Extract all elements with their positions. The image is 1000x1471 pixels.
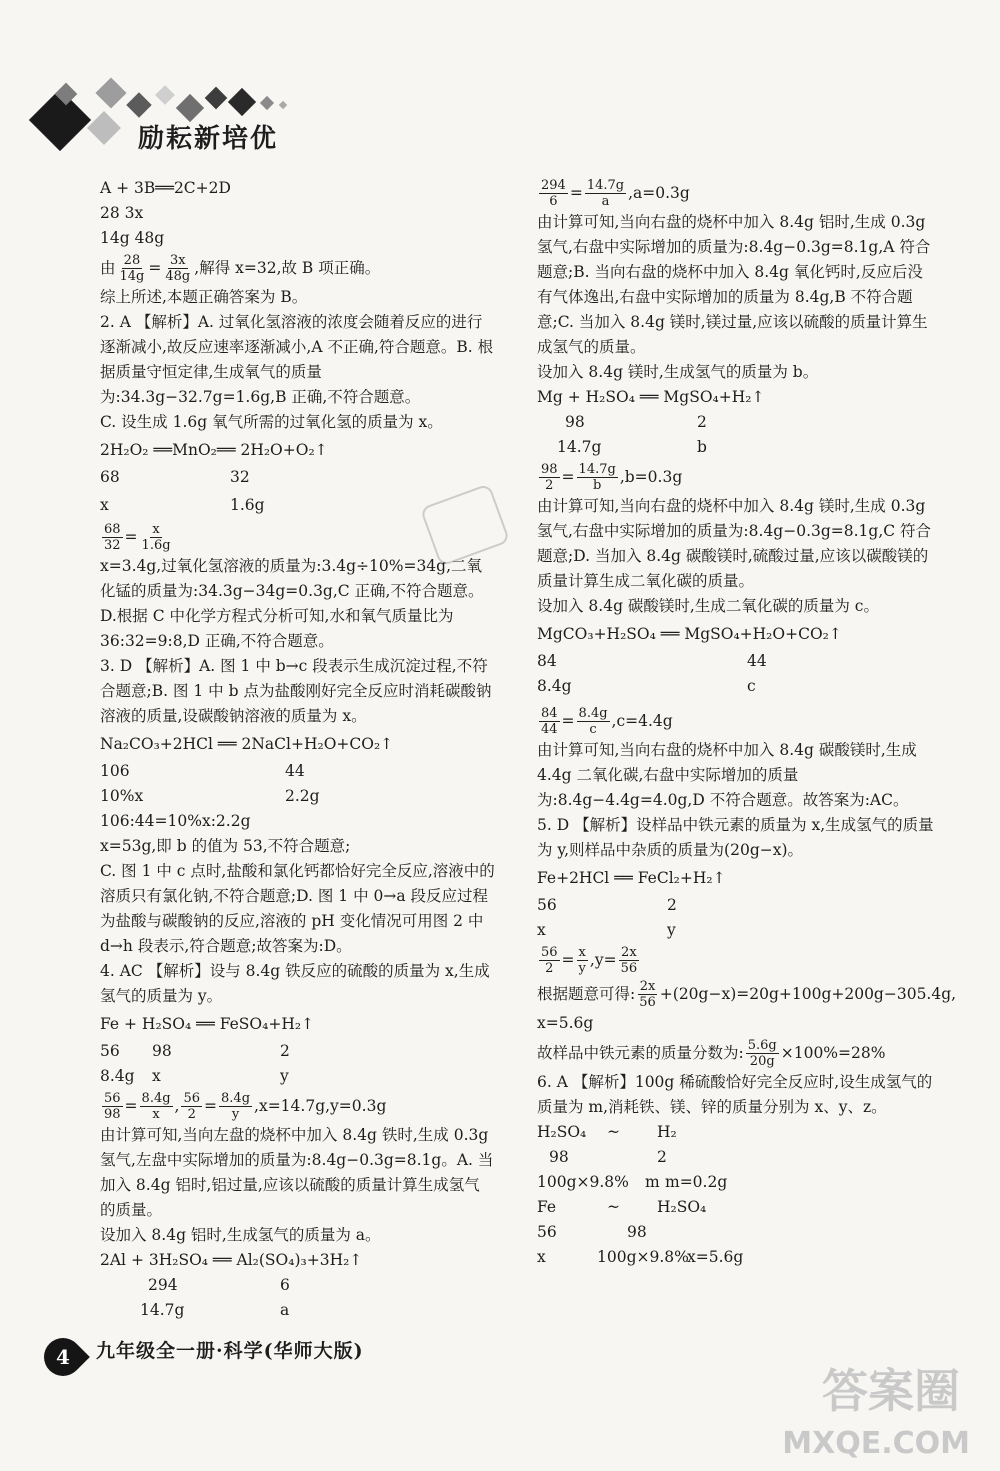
ratio-row: 14.7g b [557, 438, 707, 456]
ratio-row: 56 98 2 [100, 1042, 290, 1060]
fraction: $\frac{5.6g}{20g}$ [747, 1037, 777, 1069]
text-line: 设加入 8.4g 铝时,生成氢气的质量为 a。 [100, 1226, 381, 1244]
fraction-line: $\frac{84}{44}$ = $\frac{8.4g}{c}$ ,c=4.4g [541, 705, 673, 737]
ratio-row: 84 44 [537, 652, 767, 670]
fraction: $\frac{98}{2}$ [541, 461, 558, 493]
right-column [537, 176, 957, 1270]
question-5: 5. D 【解析】设样品中铁元素的质量为 x,生成氢气的质量为 y,则样品中杂质的质量为(20g−x)。 [537, 816, 934, 859]
ratio-row: 98 2 [565, 413, 707, 431]
fraction: $\frac{2x}{56}$ [620, 944, 638, 976]
ratio-row: 106 44 [100, 762, 305, 780]
ratio-row: 14.7g a [140, 1301, 290, 1319]
text-line: 设加入 8.4g 镁时,生成氢气的质量为 b。 [537, 363, 819, 381]
fraction-line: $\frac{68}{32}$ = $\frac{x}{1.6g}$ [104, 521, 171, 553]
ratio-row: 10%x 2.2g [100, 787, 320, 805]
ratio-row: H₂SO₄ ~ H₂ [537, 1123, 677, 1141]
text-block: 由计算可知,当向右盘的烧杯中加入 8.4g 铝时,生成 0.3g 氢气,右盘中实际增加的质量为:8.4g−0.3g=8.1g,A 符合题意;B. 当向右盘的烧杯中加入 8.4g 氧化钙时,反应后没有气体逸出,右盘中实际增加的质量为 8.4g,B 不符合题意;C. 当加入 8.4g 镁时,镁过量,应该以硫酸的质量计算生成氢气的质量。 [537, 213, 931, 356]
conclusion-text: 综上所述,本题正确答案为 B。 [100, 288, 308, 306]
fraction: $\frac{3x}{48g}$ [165, 252, 191, 284]
footer-title: 九年级全一册·科学(华师大版) [96, 1340, 364, 1362]
ratio-row: 56 98 [537, 1223, 647, 1241]
ratio-row: 28 3x [100, 204, 144, 222]
text-block: 由计算可知,当向右盘的烧杯中加入 8.4g 碳酸镁时,生成 4.4g 二氧化碳,右盘中实际增加的质量为:8.4g−4.4g=4.0g,D 不符合题意。故答案为:AC。 [537, 741, 917, 809]
equation: Fe+2HCl ══ FeCl₂+H₂↑ [537, 869, 726, 887]
ratio-row: Fe ~ H₂SO₄ [537, 1198, 707, 1216]
fraction: $\frac{294}{6}$ [541, 177, 566, 209]
fraction-line: 故样品中铁元素的质量分数为: $\frac{5.6g}{20g}$ ×100%=28% [537, 1037, 886, 1069]
fraction-line: $\frac{294}{6}$ = $\frac{14.7g}{a}$ ,a=0.3g [541, 177, 690, 209]
equation: Mg + H₂SO₄ ══ MgSO₄+H₂↑ [537, 388, 765, 406]
equation: MgCO₃+H₂SO₄ ══ MgSO₄+H₂O+CO₂↑ [537, 625, 842, 643]
text-line: 设加入 8.4g 碳酸镁时,生成二氧化碳的质量为 c。 [537, 597, 879, 615]
equation: A + 3B══2C+2D [100, 179, 231, 197]
question-4: 4. AC 【解析】设与 8.4g 铁反应的硫酸的质量为 x,生成氢气的质量为 y。 [100, 962, 490, 1005]
fraction: $\frac{2x}{56}$ [639, 978, 656, 1010]
fraction: $\frac{x}{1.6g}$ [141, 521, 171, 553]
ratio-row: 8.4g c [537, 677, 756, 695]
watermark-logo: 答案圈 [822, 1364, 960, 1418]
equation: 2Al + 3H₂SO₄ ══ Al₂(SO₄)₃+3H₂↑ [100, 1251, 363, 1269]
fraction: $\frac{8.4g}{x}$ [141, 1090, 171, 1122]
question-3: 3. D 【解析】A. 图 1 中 b→c 段表示生成沉淀过程,不符合题意;B. 图 1 中 b 点为盐酸刚好完全反应时消耗碳酸钠溶液的质量,设碳酸钠溶液的质量为 x。 [100, 657, 492, 725]
ratio-row: 294 6 [148, 1276, 290, 1294]
question-2: 2. A 【解析】A. 过氧化氢溶液的浓度会随着反应的进行逐渐减小,故反应速率逐渐减小,A 不正确,符合题意。B. 根据质量守恒定律,生成氧气的质量为:34.3g−32.7g=1.6g,B 正确,不符合题意。 [100, 313, 494, 406]
fraction: $\frac{8.4g}{c}$ [578, 705, 608, 737]
text-line: C. 设生成 1.6g 氧气所需的过氧化氢的质量为 x。 [100, 413, 443, 431]
ratio-row: 8.4g x y [100, 1067, 289, 1085]
text-block: D.根据 C 中化学方程式分析可知,水和氧气质量比为 36:32=9:8,D 正确,不符合题意。 [100, 607, 454, 650]
fraction: $\frac{x}{y}$ [578, 944, 586, 976]
ratio-row: 98 2 [549, 1148, 667, 1166]
fraction: $\frac{56}{98}$ [104, 1090, 121, 1122]
fraction-line: 由 $\frac{28}{14g}$ = $\frac{3x}{48g}$ ,解得 x=32,故 B 项正确。 [100, 252, 381, 284]
fraction: $\frac{84}{44}$ [541, 705, 558, 737]
question-6: 6. A 【解析】100g 稀硫酸恰好完全反应时,设生成氢气的质量为 m,消耗铁、镁、锌的质量分别为 x、y、z。 [537, 1073, 933, 1116]
fraction-line: $\frac{98}{2}$ = $\frac{14.7g}{b}$ ,b=0.3g [541, 461, 683, 493]
ratio-row: x y [537, 921, 676, 939]
ratio-row: 106:44=10%x:2.2g [100, 812, 251, 830]
text-line: x=5.6g [537, 1014, 594, 1032]
ratio-row: 56 2 [537, 896, 677, 914]
equation: Fe + H₂SO₄ ══ FeSO₄+H₂↑ [100, 1015, 315, 1033]
fraction: $\frac{14.7g}{a}$ [586, 177, 625, 209]
text-line: x=53g,即 b 的值为 53,不符合题意; [100, 837, 351, 855]
equation: Na₂CO₃+2HCl ══ 2NaCl+H₂O+CO₂↑ [100, 735, 394, 753]
fraction-line: $\frac{56}{98}$ = $\frac{8.4g}{x}$ , $\frac{56}{2}$ = $\frac{8.4g}{y}$ ,x=14.7g,y=0.3g [104, 1090, 387, 1122]
page-number: 4 [56, 1345, 70, 1369]
ratio-row: x 1.6g [100, 496, 265, 514]
fraction: $\frac{68}{32}$ [104, 521, 121, 553]
fraction: $\frac{28}{14g}$ [119, 252, 145, 284]
fraction: $\frac{14.7g}{b}$ [578, 461, 616, 493]
text-block: 由计算可知,当向右盘的烧杯中加入 8.4g 镁时,生成 0.3g 氢气,右盘中实际增加的质量为:8.4g−0.3g=8.1g,C 符合题意;D. 当加入 8.4g 碳酸镁时,硫酸过量,应该以碳酸镁的质量计算生成二氧化碳的质量。 [537, 497, 932, 590]
text-block: x=3.4g,过氧化氢溶液的质量为:3.4g÷10%=34g,二氧化锰的质量为:34.3g−34g=0.3g,C 正确,不符合题意。 [100, 557, 484, 600]
fraction: $\frac{56}{2}$ [541, 944, 558, 976]
fraction-line: 根据题意可得: $\frac{2x}{56}$ +(20g−x)=20g+100g+200g−305.4g, [537, 978, 957, 1010]
ratio-row: 68 32 [100, 468, 250, 486]
ratio-row: 14g 48g [100, 229, 165, 247]
ratio-row: 100g×9.8% m m=0.2g [537, 1173, 728, 1191]
watermark-url: MXQE.COM [782, 1426, 970, 1461]
fraction: $\frac{8.4g}{y}$ [221, 1090, 251, 1122]
ratio-row: x 100g×9.8% x=5.6g [537, 1248, 744, 1266]
page-header [0, 0, 1000, 170]
brand-title: 励耘新培优 [138, 124, 279, 154]
text-block: C. 图 1 中 c 点时,盐酸和氯化钙都恰好完全反应,溶液中的溶质只有氯化钠,不符合题意;D. 图 1 中 0→a 段反应过程为盐酸与碳酸钠的反应,溶液的 pH 变化情况可用图 2 中 d→h 段表示,符合题意;故答案为:D。 [100, 862, 495, 955]
left-column [100, 176, 495, 1323]
equation: 2H₂O₂ ══MnO₂══ 2H₂O+O₂↑ [100, 441, 328, 459]
fraction: $\frac{56}{2}$ [183, 1090, 201, 1122]
text-block: 由计算可知,当向左盘的烧杯中加入 8.4g 铁时,生成 0.3g 氢气,左盘中实际增加的质量为:8.4g−0.3g=8.1g。A. 当加入 8.4g 铝时,铝过量,应该以硫酸的质量计算生成氢气的质量。 [100, 1126, 494, 1219]
fraction-line: $\frac{56}{2}$ = $\frac{x}{y}$ ,y= $\frac{2x}{56}$ [541, 944, 638, 976]
